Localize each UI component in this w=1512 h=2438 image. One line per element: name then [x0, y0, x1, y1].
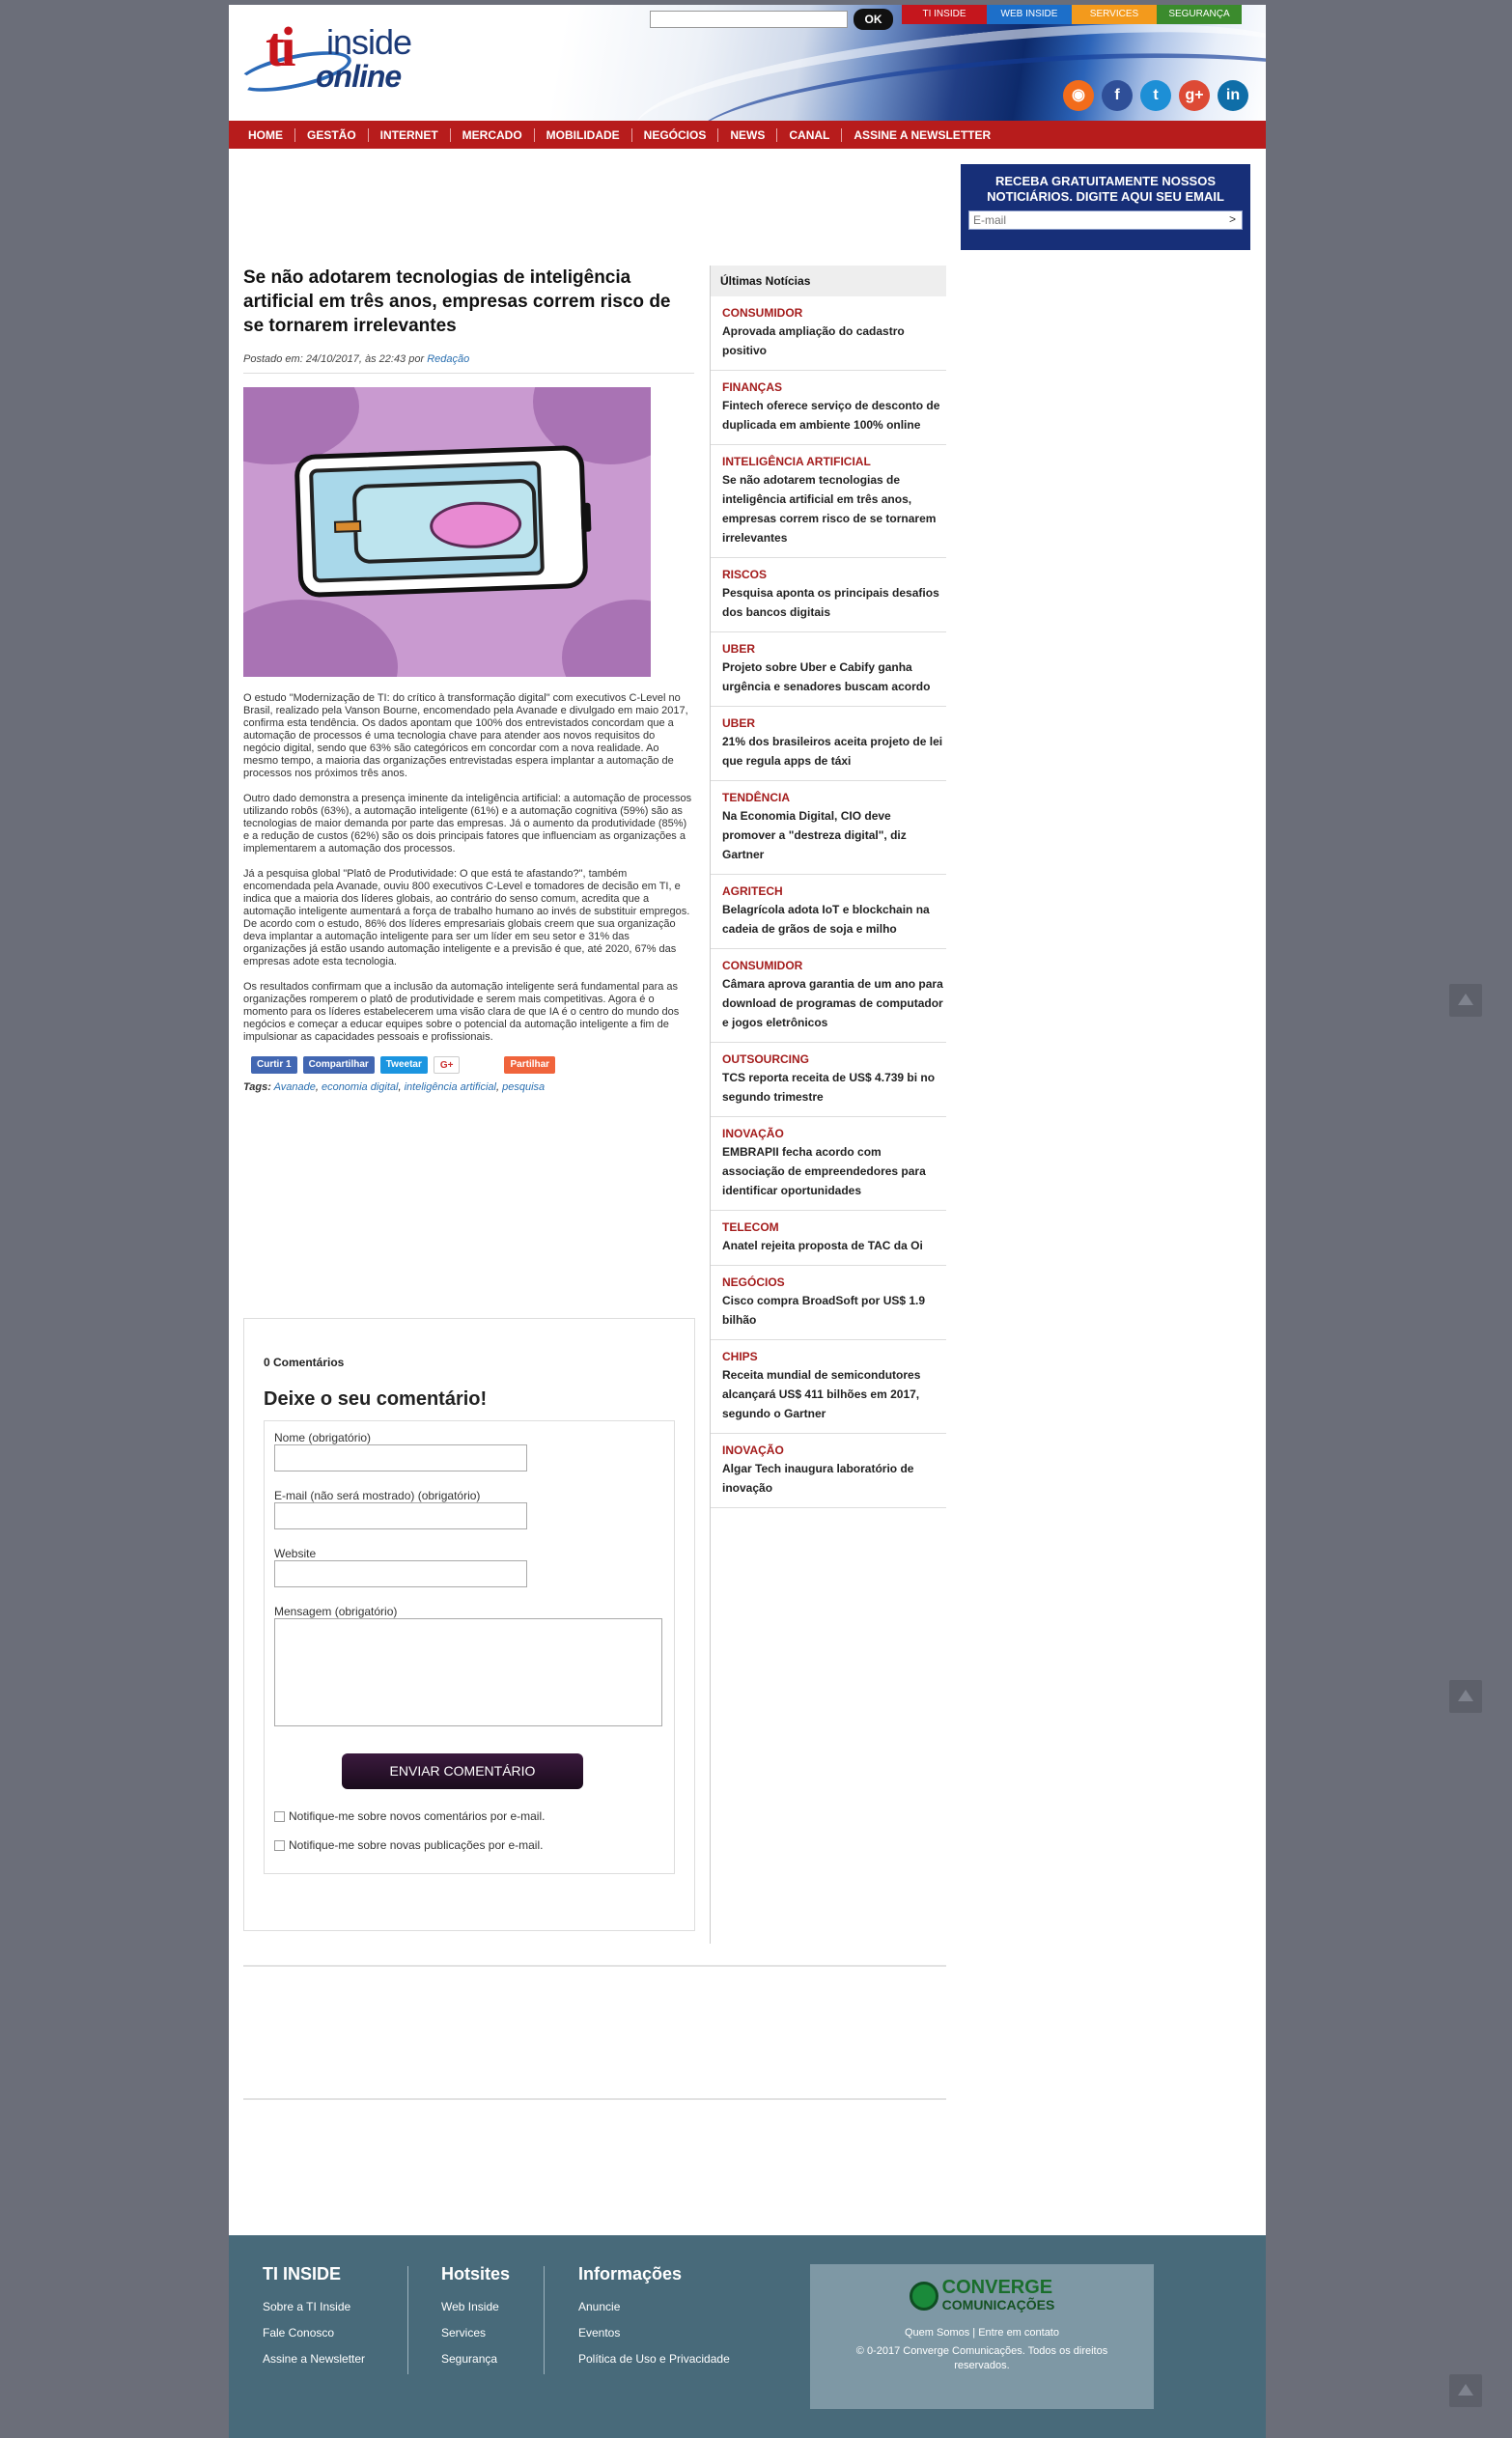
search-button[interactable]: OK — [854, 9, 893, 30]
share-button[interactable]: Tweetar — [380, 1056, 428, 1074]
news-item — [711, 781, 946, 875]
news-title[interactable]: Receita mundial de semicondutores alcançará US$ 411 bilhões em 2017, segundo o Gartner — [722, 1368, 921, 1420]
converge-logo[interactable] — [910, 2279, 1055, 2313]
news-category[interactable]: INOVAÇÃO — [722, 1443, 784, 1457]
share-button[interactable]: G+ — [434, 1056, 461, 1074]
comments-count: 0 Comentários — [264, 1356, 345, 1369]
share-buttons — [251, 1056, 694, 1074]
news-item — [711, 1211, 946, 1266]
footer-heading: Hotsites — [441, 2264, 511, 2284]
tag-link[interactable]: pesquisa — [502, 1081, 546, 1093]
article-body — [243, 692, 694, 1044]
footer-link[interactable]: Fale Conosco — [263, 2326, 335, 2340]
divider — [243, 1965, 946, 1967]
footer-column-informacoes — [578, 2264, 730, 2372]
top-tab[interactable]: TI INSIDE — [902, 5, 987, 24]
article — [243, 266, 694, 1093]
news-item — [711, 632, 946, 707]
news-title[interactable]: Fintech oferece serviço de desconto de duplicada em ambiente 100% online — [722, 399, 940, 432]
nav-item[interactable]: HOME — [237, 128, 295, 142]
notify-comments-checkbox[interactable] — [274, 1811, 285, 1822]
email-label: E-mail (não será mostrado) (obrigatório) — [274, 1489, 481, 1502]
email-field[interactable] — [274, 1502, 527, 1529]
scroll-top-button[interactable] — [1449, 1680, 1482, 1713]
bottle-cork — [334, 520, 361, 533]
divider — [243, 2098, 946, 2100]
news-category[interactable]: TENDÊNCIA — [722, 791, 791, 804]
latest-news-heading: Últimas Notícias — [711, 266, 946, 296]
newsletter-title: RECEBA GRATUITAMENTE NOSSOS NOTICIÁRIOS. DIGITE AQUI SEU EMAIL — [987, 174, 1224, 204]
news-item — [711, 371, 946, 445]
main-nav — [229, 121, 1266, 149]
news-item — [711, 1340, 946, 1434]
top-tab[interactable]: SERVICES — [1072, 5, 1157, 24]
submit-comment-button[interactable]: ENVIAR COMENTÁRIO — [342, 1753, 583, 1789]
linkedin-icon[interactable]: in — [1218, 80, 1248, 111]
footer-link[interactable]: Anuncie — [578, 2300, 621, 2313]
news-item — [711, 1117, 946, 1211]
footer-link[interactable]: Services — [441, 2326, 487, 2340]
news-category[interactable]: CONSUMIDOR — [722, 306, 803, 320]
news-category[interactable]: TELECOM — [722, 1220, 779, 1234]
nav-item[interactable]: INTERNET — [369, 128, 451, 142]
nav-item[interactable]: GESTÃO — [295, 128, 369, 142]
scroll-top-button[interactable] — [1449, 984, 1482, 1017]
tag-list: Avanade, economia digital, inteligência artificial, pesquisa — [273, 1081, 546, 1093]
newsletter-email-row — [968, 210, 1243, 230]
article-tags — [243, 1081, 694, 1093]
comments-heading: Deixe o seu comentário! — [264, 1388, 488, 1410]
footer-link[interactable]: Política de Uso e Privacidade — [578, 2352, 730, 2366]
news-category[interactable]: OUTSOURCING — [722, 1052, 809, 1066]
tags-label: Tags: — [243, 1081, 271, 1093]
footer-column-ti-inside — [263, 2264, 365, 2372]
news-category[interactable]: UBER — [722, 642, 756, 656]
website-field[interactable] — [274, 1560, 527, 1587]
newsletter-email-input[interactable] — [969, 211, 1230, 229]
share-button[interactable]: Curtir 1 — [251, 1056, 297, 1074]
site-footer — [229, 2235, 1266, 2438]
top-tab[interactable]: WEB INSIDE — [987, 5, 1072, 24]
latest-news-list — [711, 296, 946, 1508]
news-title[interactable]: Pesquisa aponta os principais desafios dos bancos digitais — [722, 586, 939, 619]
article-paragraph: O estudo "Modernização de TI: do crítico à transformação digital" com executivos C-Level no Brasil, realizado pela Vanson Bourne, encomendado pela Avanade e divulgado em maio 2017, confirma esta tendência. Os dados apontam que 100% dos entrevistados concordam que a automação de processos é uma tecnologia chave para atender aos novos requisitos do negócio digital, sendo que 63% são categóricos em concordar com a nova realidade. Ao mesmo tempo, a maioria das organizações entrevistadas espera implantar a automação de processos nos próximos três anos. — [243, 692, 688, 779]
footer-copyright: © 0-2017 Converge Comunicações. Todos os direitos reservados. — [855, 2345, 1108, 2371]
article-paragraph: Já a pesquisa global "Platô de Produtividade: O que está te afastando?", também encomendada pela Avanade, ouviu 800 executivos C-Level e tomadores de decisão em TI, e indica que a maioria dos líderes globais, ao contrário do senso comum, acredita que a automação inteligente aumentará a força de trabalho humano ao invés de substituir empregos. De acordo com o estudo, 86% dos líderes empresariais globais creem que sua organização deva implantar a automação inteligente para ser um líder em seu setor e 31% das organizações já estão usando automação inteligente e a previsão é que, até 2020, 67% das empresas adote esta tecnologia. — [243, 868, 690, 967]
news-title[interactable]: Algar Tech inaugura laboratório de inovação — [722, 1462, 914, 1495]
notify-comments-option — [274, 1809, 545, 1823]
news-category[interactable]: FINANÇAS — [722, 380, 782, 394]
logo-ti: ti — [266, 15, 293, 78]
news-title[interactable]: EMBRAPII fecha acordo com associação de empreendedores para identificar oportunidades — [722, 1145, 926, 1197]
news-category[interactable]: UBER — [722, 716, 756, 730]
footer-link[interactable]: Assine a Newsletter — [263, 2352, 366, 2366]
footer-heading: TI INSIDE — [263, 2264, 342, 2284]
news-title[interactable]: 21% dos brasileiros aceita projeto de lei que regula apps de táxi — [722, 735, 943, 768]
page — [229, 5, 1266, 2438]
footer-link[interactable]: Sobre a TI Inside — [263, 2300, 351, 2313]
news-item — [711, 445, 946, 558]
news-category[interactable]: CHIPS — [722, 1350, 758, 1363]
news-title[interactable]: Projeto sobre Uber e Cabify ganha urgência e senadores buscam acordo — [722, 660, 931, 693]
twitter-icon[interactable]: t — [1140, 80, 1171, 111]
news-category[interactable]: NEGÓCIOS — [722, 1275, 785, 1289]
news-title[interactable]: Belagrícola adota IoT e blockchain na cadeia de grãos de soja e milho — [722, 903, 930, 936]
article-author-link[interactable]: Redação — [427, 353, 470, 365]
news-title[interactable]: Cisco compra BroadSoft por US$ 1.9 bilhão — [722, 1294, 926, 1327]
footer-separator — [407, 2266, 408, 2374]
bottle-illustration — [352, 479, 539, 565]
footer-column-hotsites — [441, 2264, 510, 2372]
facebook-icon[interactable]: f — [1102, 80, 1133, 111]
phone-illustration — [294, 445, 589, 598]
article-paragraph: Outro dado demonstra a presença iminente da inteligência artificial: a automação de processos utilizando robôs (63%), a automação inteligente (61%) e a automação cognitiva (59%) são as tecnologias de maior demanda por parte das empresas. Já o aumento da produtividade (85%) e a redução de custos (62%) são os dois principais fatores que influenciam as organizações a implementarem a automação dos processos. — [243, 793, 692, 855]
article-meta — [243, 353, 694, 374]
news-title[interactable]: Se não adotarem tecnologias de inteligência artificial em três anos, empresas correm risco de se tornarem irrelevantes — [722, 473, 937, 545]
news-item — [711, 1434, 946, 1508]
top-tab[interactable]: SEGURANÇA — [1157, 5, 1242, 24]
scroll-top-button[interactable] — [1449, 2374, 1482, 2407]
latest-news-sidebar — [710, 266, 946, 1944]
article-title: Se não adotarem tecnologias de inteligência artificial em três anos, empresas correm risco de se tornarem irrelevantes — [243, 267, 671, 336]
footer-brand-box — [810, 2264, 1154, 2409]
news-item — [711, 1043, 946, 1117]
notify-posts-checkbox[interactable] — [274, 1840, 285, 1851]
news-category[interactable]: INOVAÇÃO — [722, 1127, 784, 1140]
news-category[interactable]: INTELIGÊNCIA ARTIFICIAL — [722, 455, 871, 468]
notify-posts-option — [274, 1838, 543, 1852]
newsletter-submit-button[interactable]: > — [1228, 212, 1236, 226]
share-button[interactable]: Compartilhar — [303, 1056, 375, 1074]
news-item — [711, 875, 946, 949]
share-button[interactable]: Partilhar — [504, 1056, 555, 1074]
news-category[interactable]: AGRITECH — [722, 884, 783, 898]
tag-link[interactable]: inteligência artificial — [404, 1081, 496, 1093]
news-item — [711, 558, 946, 632]
article-paragraph: Os resultados confirmam que a inclusão da automação inteligente será fundamental para as organizações romperem o platô de produtividade e serem mais competitivas. Agora é o momento para os líderes estabelecerem uma visão clara de que IA é o centro do mundo dos negócios e começar a educar equipes sobre o potencial da automação inteligente a fim de impulsionar as capacidades pessoais e profissionais. — [243, 981, 680, 1043]
social-icons — [1063, 80, 1248, 111]
message-label: Mensagem (obrigatório) — [274, 1605, 398, 1618]
news-title[interactable]: Aprovada ampliação do cadastro positivo — [722, 324, 905, 357]
news-category[interactable]: RISCOS — [722, 568, 768, 581]
comments-section — [243, 1318, 695, 1931]
footer-brand-links[interactable]: Quem Somos | Entre em contato — [905, 2327, 1059, 2339]
logo-online: online — [316, 59, 402, 94]
news-item — [711, 296, 946, 371]
nav-item[interactable]: MOBILIDADE — [535, 128, 632, 142]
logo-inside: inside — [326, 22, 412, 62]
converge-logo-icon — [910, 2282, 938, 2311]
site-header — [229, 5, 1266, 121]
phone-screen — [309, 461, 545, 582]
news-category[interactable]: CONSUMIDOR — [722, 959, 803, 972]
footer-separator — [544, 2266, 545, 2374]
site-logo[interactable] — [237, 15, 430, 96]
news-title[interactable]: Câmara aprova garantia de um ano para download de programas de computador e jogos eletrônicos — [722, 977, 943, 1029]
news-item — [711, 1266, 946, 1340]
newsletter-box — [961, 164, 1250, 250]
footer-link[interactable]: Segurança — [441, 2352, 498, 2366]
converge-name: CONVERGE — [941, 2277, 1053, 2298]
image-blob — [562, 600, 651, 677]
nav-item[interactable]: CANAL — [777, 128, 842, 142]
nav-item[interactable]: NEWS — [718, 128, 777, 142]
phone-side-button — [580, 503, 591, 532]
footer-link[interactable]: Eventos — [578, 2326, 621, 2340]
converge-sub: COMUNICAÇÕES — [941, 2297, 1055, 2312]
tag-link[interactable]: economia digital — [321, 1081, 399, 1093]
nav-item[interactable]: NEGÓCIOS — [632, 128, 719, 142]
search-input[interactable] — [650, 11, 848, 28]
message-field[interactable] — [274, 1618, 662, 1726]
nav-item[interactable]: ASSINE A NEWSLETTER — [854, 127, 992, 142]
name-label: Nome (obrigatório) — [274, 1431, 372, 1444]
nav-item[interactable]: MERCADO — [451, 128, 535, 142]
news-item — [711, 949, 946, 1043]
article-date: Postado em: 24/10/2017, às 22:43 por — [243, 353, 425, 365]
tag-link[interactable]: Avanade — [273, 1081, 316, 1093]
brain-illustration — [429, 500, 522, 549]
news-title[interactable]: TCS reporta receita de US$ 4.739 bi no segundo trimestre — [722, 1071, 936, 1104]
name-field[interactable] — [274, 1444, 527, 1471]
article-image — [243, 387, 651, 677]
notify-comments-label: Notifique-me sobre novos comentários por e-mail. — [289, 1809, 546, 1823]
news-title[interactable]: Na Economia Digital, CIO deve promover a "destreza digital", diz Gartner — [722, 809, 907, 861]
news-title[interactable]: Anatel rejeita proposta de TAC da Oi — [722, 1239, 923, 1252]
rss-icon[interactable]: ◉ — [1063, 80, 1094, 111]
top-tabs — [902, 5, 1242, 24]
footer-link[interactable]: Web Inside — [441, 2300, 499, 2313]
news-item — [711, 707, 946, 781]
converge-logo-text — [942, 2279, 1055, 2313]
notify-posts-label: Notifique-me sobre novas publicações por e-mail. — [289, 1838, 544, 1852]
google-plus-icon[interactable]: g+ — [1179, 80, 1210, 111]
footer-heading: Informações — [578, 2264, 683, 2284]
comment-form — [264, 1420, 675, 1874]
image-blob — [243, 600, 398, 677]
website-label: Website — [274, 1547, 317, 1560]
